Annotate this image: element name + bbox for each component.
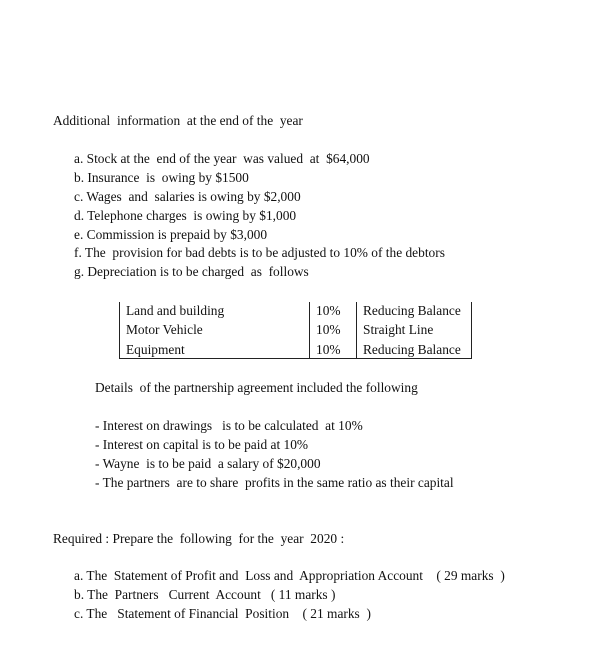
list-item: c. The Statement of Financial Position ( 21 marks ) (74, 606, 371, 621)
rate-cell: 10% (316, 303, 341, 318)
table-row (119, 320, 472, 339)
asset-cell: Equipment (126, 342, 185, 357)
list-item: - Interest on capital is to be paid at 10% (95, 437, 309, 452)
rate-cell: 10% (316, 342, 341, 357)
list-item: b. Insurance is owing by $1500 (74, 169, 249, 185)
method-cell: Straight Line (363, 322, 434, 337)
rate-cell: 10% (316, 322, 341, 337)
list-item: f. The provision for bad debts is to be adjusted to 10% of the debtors (74, 245, 445, 261)
list-item: g. Depreciation is to be charged as follows (74, 264, 309, 280)
list-item: b. The Partners Current Account ( 11 marks ) (74, 587, 336, 602)
method-cell: Reducing Balance (363, 342, 461, 357)
list-item: e. Commission is prepaid by $3,000 (74, 226, 268, 242)
asset-cell: Motor Vehicle (126, 322, 203, 337)
list-item: - The partners are to share profits in the same ratio as their capital (95, 475, 454, 490)
agreement-list (95, 418, 454, 494)
list-item: - Wayne is to be paid a salary of $20,000 (95, 456, 321, 471)
additional-info-list (74, 151, 445, 283)
asset-cell: Land and building (126, 303, 225, 318)
list-item: a. Stock at the end of the year was valued at $64,000 (74, 151, 370, 166)
partnership-details-heading: Details of the partnership agreement included the following (95, 380, 418, 395)
list-item: - Interest on drawings is to be calculated at 10% (95, 418, 363, 433)
table-row (119, 340, 472, 359)
method-cell: Reducing Balance (363, 303, 461, 318)
list-item: d. Telephone charges is owing by $1,000 (74, 207, 297, 223)
depreciation-table (119, 301, 472, 359)
required-list (74, 568, 505, 625)
list-item: c. Wages and salaries is owing by $2,000 (74, 188, 301, 204)
table-row (119, 301, 472, 320)
required-heading: Required : Prepare the following for the year 2020 : (53, 531, 345, 546)
list-item: a. The Statement of Profit and Loss and Appropriation Account ( 29 marks ) (74, 568, 505, 583)
additional-info-heading: Additional information at the end of the year (53, 113, 303, 128)
